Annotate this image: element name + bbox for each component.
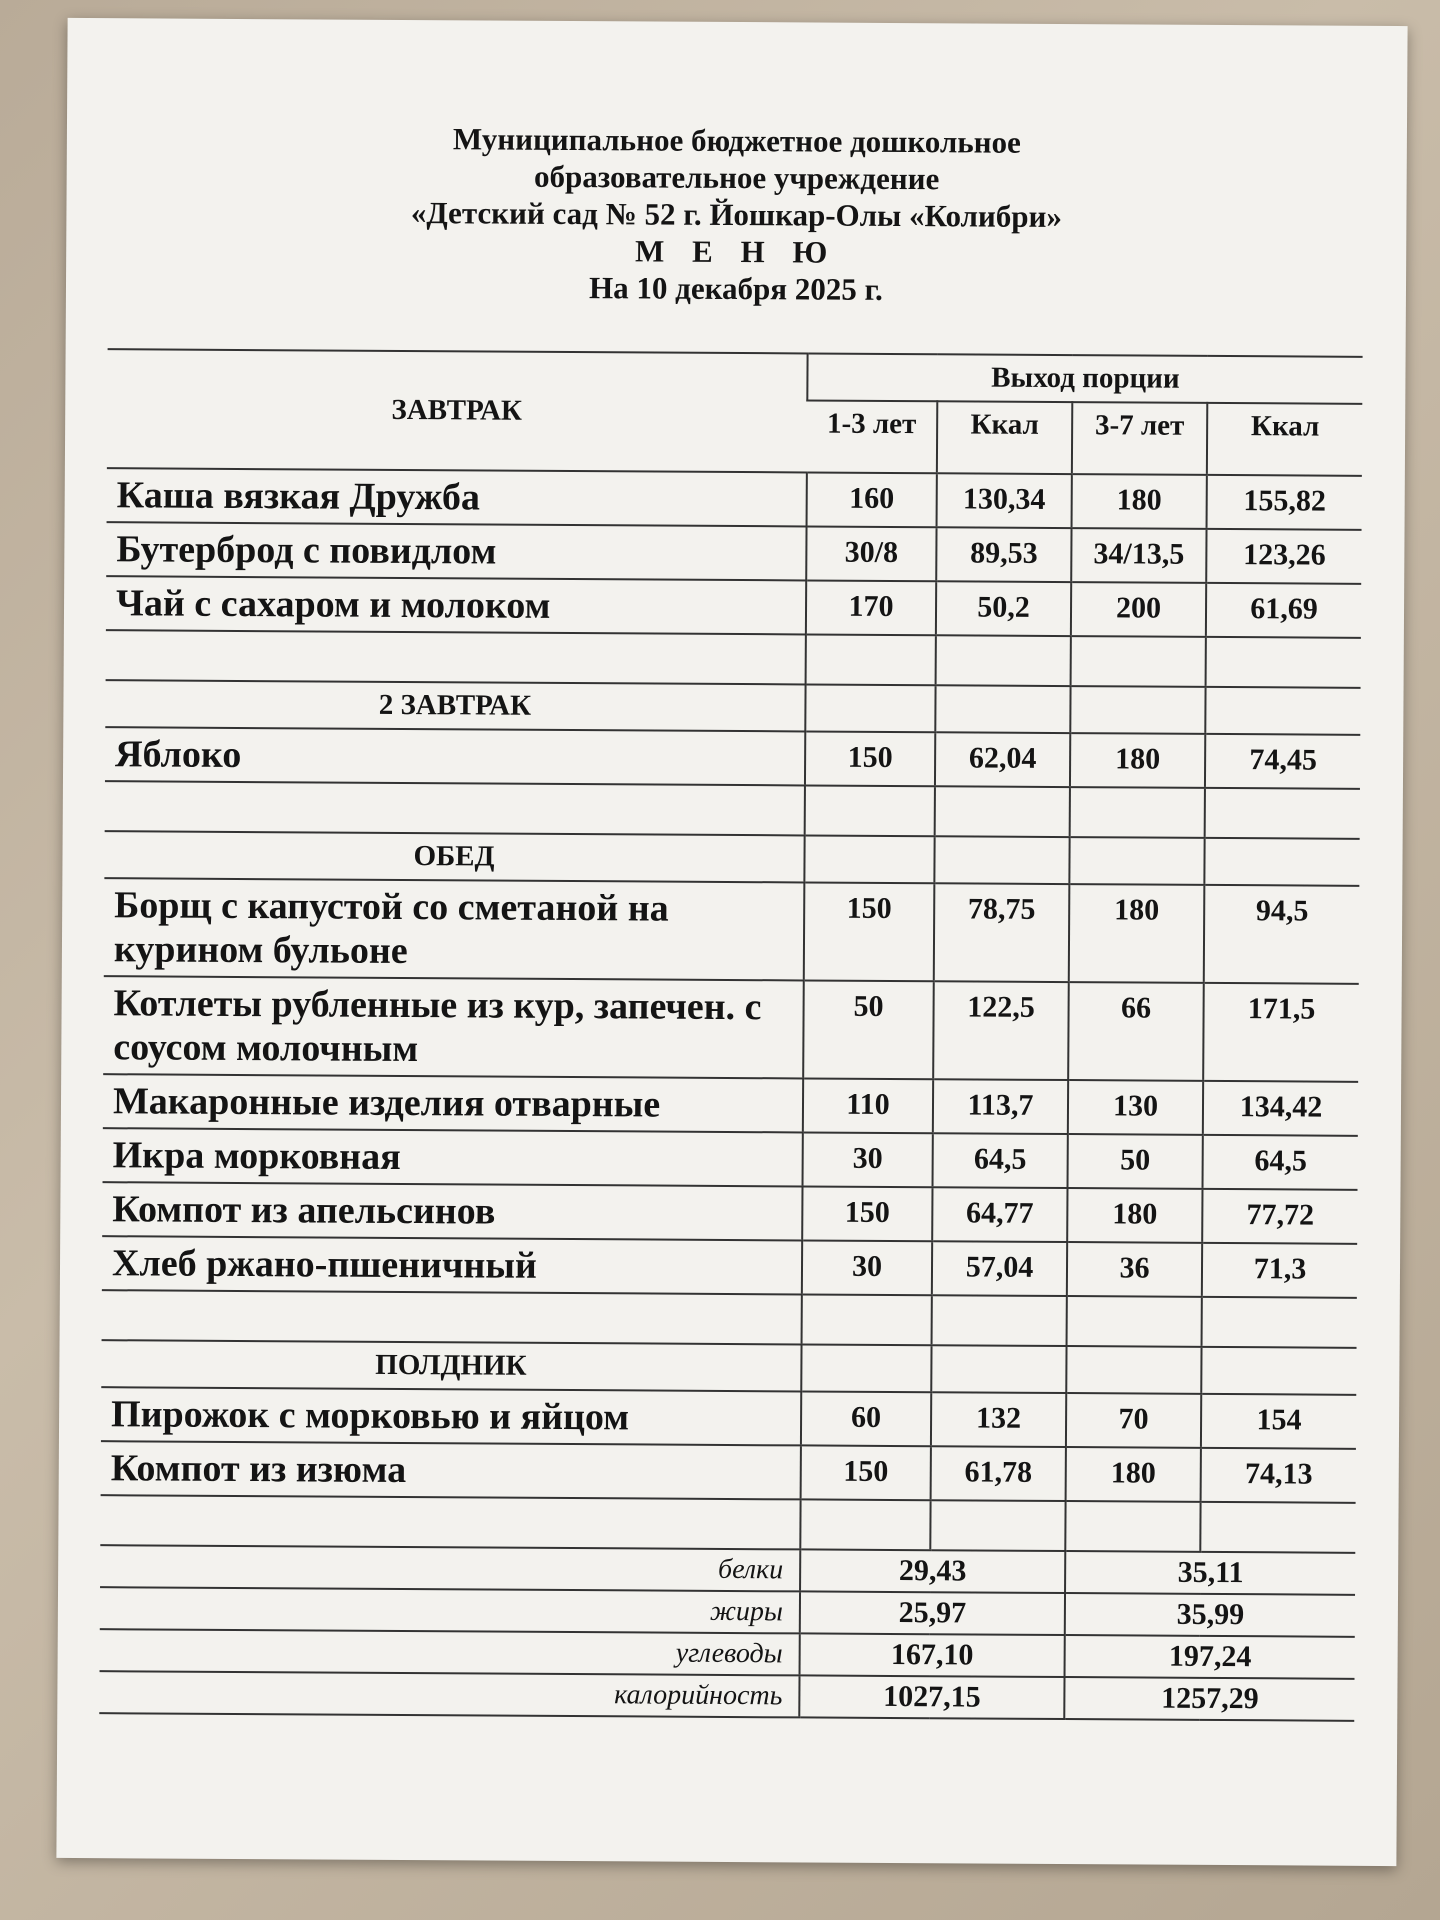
dish-name: Компот из апельсинов	[102, 1182, 802, 1240]
dish-name: Макаронные изделия отварные	[103, 1074, 803, 1132]
kcal-1-3: 78,75	[934, 883, 1070, 982]
empty-cell	[935, 786, 1070, 837]
col-age-3-7: 3-7 лет	[1072, 402, 1207, 475]
kcal-3-7: 74,45	[1205, 734, 1360, 789]
kcal-1-3: 50,2	[936, 581, 1071, 636]
empty-cell	[936, 635, 1071, 686]
empty-cell	[1070, 787, 1205, 838]
empty-cell	[1206, 637, 1361, 688]
portion-3-7: 70	[1066, 1393, 1201, 1448]
empty-cell	[1066, 1346, 1201, 1394]
empty-cell	[1070, 686, 1205, 734]
menu-item-row	[101, 1441, 1356, 1503]
dish-name: Яблоко	[105, 727, 805, 785]
total-label: жиры	[100, 1587, 800, 1633]
portion-1-3: 150	[804, 882, 935, 981]
portion-1-3: 110	[803, 1078, 933, 1133]
total-label: углеводы	[100, 1629, 800, 1675]
section-title: 2 ЗАВТРАК	[105, 680, 805, 731]
portion-1-3: 150	[802, 1186, 932, 1241]
kcal-1-3: 62,04	[935, 732, 1070, 787]
portion-1-3: 30	[803, 1132, 933, 1187]
blank-row	[100, 1495, 1355, 1553]
portion-group-header: Выход порции	[807, 353, 1362, 403]
empty-cell	[1067, 1296, 1202, 1347]
portion-3-7: 34/13,5	[1071, 528, 1206, 583]
menu-item-row	[107, 468, 1362, 530]
col-age-1-3: 1-3 лет	[807, 400, 937, 473]
blank-row	[102, 1290, 1357, 1348]
institution-line-3: «Детский сад № 52 г. Йошкар-Олы «Колибри»	[410, 195, 1063, 235]
section-row	[105, 680, 1360, 735]
kcal-1-3: 64,77	[932, 1187, 1067, 1242]
kcal-3-7: 77,72	[1202, 1189, 1357, 1244]
section-title: ПОЛДНИК	[101, 1340, 801, 1391]
menu-table	[99, 348, 1362, 1722]
menu-item-row	[101, 1387, 1356, 1449]
menu-item-row	[103, 1128, 1358, 1190]
empty-cell	[1069, 837, 1204, 885]
empty-cell	[106, 630, 806, 684]
portion-3-7: 180	[1066, 1447, 1201, 1502]
kcal-1-3: 132	[931, 1392, 1066, 1447]
section-title: ОБЕД	[104, 831, 804, 882]
dish-name: Компот из изюма	[101, 1441, 801, 1499]
empty-cell	[805, 684, 935, 732]
empty-cell	[1205, 788, 1360, 839]
menu-item-row	[102, 1182, 1357, 1244]
section-title-breakfast: ЗАВТРАК	[107, 349, 808, 472]
kcal-1-3: 64,5	[933, 1133, 1068, 1188]
portion-1-3: 50	[803, 980, 934, 1079]
empty-cell	[1201, 1347, 1356, 1395]
empty-cell	[802, 1294, 932, 1345]
kcal-1-3: 57,04	[932, 1241, 1067, 1296]
empty-cell	[1205, 687, 1360, 735]
empty-cell	[804, 835, 934, 883]
portion-1-3: 30	[802, 1240, 932, 1295]
empty-cell	[935, 685, 1070, 733]
portion-3-7: 66	[1068, 982, 1204, 1081]
menu-item-row	[103, 1074, 1358, 1136]
dish-name: Хлеб ржано-пшеничный	[102, 1236, 802, 1294]
kcal-1-3: 122,5	[933, 981, 1069, 1080]
empty-cell	[102, 1290, 802, 1344]
col-kcal-2: Ккал	[1207, 403, 1362, 476]
portion-1-3: 150	[805, 731, 935, 786]
total-value-1-3: 1027,15	[799, 1675, 1064, 1719]
empty-cell	[801, 1344, 931, 1392]
portion-3-7: 180	[1067, 1188, 1202, 1243]
dish-name: Пирожок с морковью и яйцом	[101, 1387, 801, 1445]
col-kcal-1: Ккал	[937, 401, 1072, 474]
portion-1-3: 160	[807, 472, 937, 527]
dish-name: Икра морковная	[103, 1128, 803, 1186]
portion-3-7: 180	[1072, 474, 1207, 529]
empty-cell	[806, 634, 936, 685]
kcal-3-7: 154	[1201, 1394, 1356, 1449]
total-value-3-7: 35,11	[1065, 1551, 1355, 1595]
total-value-3-7: 1257,29	[1064, 1677, 1354, 1721]
kcal-1-3: 113,7	[933, 1079, 1068, 1134]
menu-item-row	[106, 576, 1361, 638]
institution-line-2: образовательное учреждение	[533, 158, 940, 197]
dish-name: Каша вязкая Дружба	[107, 468, 807, 526]
empty-cell	[805, 785, 935, 836]
menu-date: На 10 декабря 2025 г.	[588, 270, 883, 307]
total-label: белки	[100, 1545, 800, 1591]
kcal-3-7: 94,5	[1204, 885, 1360, 984]
menu-item-row	[104, 878, 1360, 984]
portion-1-3: 150	[801, 1445, 931, 1500]
dish-name: Борщ с капустой со сметаной на курином бульоне	[104, 878, 805, 980]
menu-sheet	[56, 18, 1407, 1866]
empty-cell	[932, 1295, 1067, 1346]
empty-cell	[1071, 636, 1206, 687]
portion-3-7: 36	[1067, 1242, 1202, 1297]
menu-item-row	[103, 976, 1359, 1082]
portion-3-7: 130	[1068, 1080, 1203, 1135]
blank-row	[105, 781, 1360, 839]
kcal-1-3: 61,78	[931, 1446, 1066, 1501]
empty-cell	[1200, 1502, 1355, 1553]
empty-cell	[100, 1495, 800, 1549]
empty-cell	[1204, 838, 1359, 886]
empty-cell	[931, 1345, 1066, 1393]
kcal-1-3: 89,53	[936, 527, 1071, 582]
menu-item-row	[102, 1236, 1357, 1298]
portion-3-7: 180	[1069, 884, 1205, 983]
section-row	[101, 1340, 1356, 1395]
total-label: калорийность	[99, 1671, 799, 1717]
total-value-1-3: 29,43	[800, 1549, 1065, 1593]
portion-3-7: 200	[1071, 582, 1206, 637]
section-row	[104, 831, 1359, 886]
kcal-3-7: 74,13	[1201, 1448, 1356, 1503]
total-value-1-3: 25,97	[800, 1591, 1065, 1635]
empty-cell	[800, 1499, 930, 1550]
empty-cell	[934, 836, 1069, 884]
kcal-3-7: 64,5	[1203, 1135, 1358, 1190]
document-header	[66, 118, 1407, 311]
empty-cell	[930, 1500, 1065, 1551]
dish-name: Бутерброд с повидлом	[106, 522, 806, 580]
portion-1-3: 30/8	[806, 526, 936, 581]
total-value-1-3: 167,10	[800, 1633, 1065, 1677]
total-value-3-7: 197,24	[1065, 1635, 1355, 1679]
total-value-3-7: 35,99	[1065, 1593, 1355, 1637]
empty-cell	[105, 781, 805, 835]
blank-row	[106, 630, 1361, 688]
portion-3-7: 50	[1068, 1134, 1203, 1189]
empty-cell	[1065, 1501, 1200, 1552]
dish-name: Котлеты рубленные из кур, запечен. с соусом молочным	[103, 976, 804, 1078]
dish-name: Чай с сахаром и молоком	[106, 576, 806, 634]
kcal-3-7: 171,5	[1203, 983, 1359, 1082]
institution-line-1: Муниципальное бюджетное дошкольное	[452, 121, 1021, 160]
totals-row	[99, 1671, 1354, 1721]
menu-item-row	[105, 727, 1360, 789]
portion-3-7: 180	[1070, 733, 1205, 788]
kcal-1-3: 130,34	[937, 473, 1072, 528]
kcal-3-7: 123,26	[1206, 529, 1361, 584]
portion-1-3: 170	[806, 580, 936, 635]
menu-title: М Е Н Ю	[635, 233, 838, 270]
portion-1-3: 60	[801, 1391, 931, 1446]
kcal-3-7: 61,69	[1206, 583, 1361, 638]
kcal-3-7: 134,42	[1203, 1081, 1358, 1136]
menu-item-row	[106, 522, 1361, 584]
empty-cell	[1202, 1297, 1357, 1348]
kcal-3-7: 155,82	[1207, 475, 1362, 530]
kcal-3-7: 71,3	[1202, 1243, 1357, 1298]
